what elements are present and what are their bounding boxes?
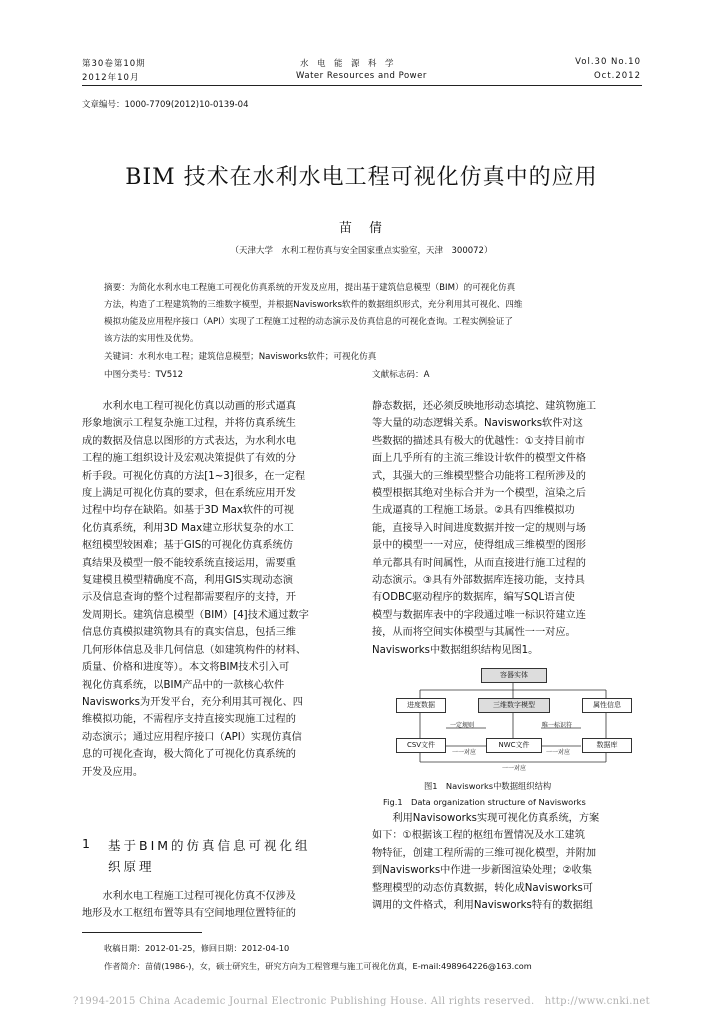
journal-month: Oct.2012 xyxy=(593,71,641,81)
paragraph-line: Navisworks为开发平台，充分利用其可视化、四 xyxy=(82,696,303,708)
figure-link-bottom: 一一对应 xyxy=(502,765,527,772)
paragraph-line: 面上几乎所有的主流三维设计软件的模型文件格 xyxy=(372,453,586,465)
paragraph-line: 析手段。可视化仿真的方法[1~3]很多，在一定程 xyxy=(82,470,306,482)
paragraph-line: 动态演示。③具有外部数据库连接功能，支持具 xyxy=(372,575,585,587)
right-column-body xyxy=(372,398,644,659)
abstract-line: 方法，构造了工程建筑物的三维数字模型，并根据Navisworks软件的数据组织形式，充分利用其可视化、四维 xyxy=(104,300,523,310)
paragraph-line: 静态数据，还必须反映地形动态填挖、建筑物施工 xyxy=(372,401,597,412)
journal-name-en: Water Resources and Power xyxy=(296,71,427,81)
classification-code: 中图分类号：TV512 xyxy=(104,370,184,380)
figure-box-schedule: 进度数据 xyxy=(396,698,446,713)
figure-box-3d-model: 三维数字模型 xyxy=(478,698,550,713)
paragraph-line: 整理模型的动态仿真数据，转化成Navisworks可 xyxy=(372,882,593,894)
figure-box-container: 容器实体 xyxy=(481,668,547,683)
paragraph-line: 息的可视化查询，极大简化了可视化仿真系统的 xyxy=(82,749,296,761)
paragraph-line: 生成逼真的工程施工场景。②具有四维模拟功 xyxy=(372,505,575,517)
paragraph-line: 等大量的动态逻辑关系。Navisworks软件对这 xyxy=(372,418,583,430)
paragraph-line: 模型与数据库表中的字段通过唯一标识符建立连 xyxy=(372,609,586,621)
author-affiliation: （天津大学 水利工程仿真与安全国家重点实验室，天津 300072） xyxy=(230,246,493,256)
paragraph-line: 如下：①根据该工程的枢纽布置情况及水工建筑 xyxy=(372,830,585,842)
paragraph-line: 几何形体信息及非几何信息（如建筑构件的材料、 xyxy=(82,644,307,656)
journal-date: 2012年10月 xyxy=(82,73,140,83)
figure-box-nwc: NWC文件 xyxy=(486,738,542,753)
figure-box-database: 数据库 xyxy=(582,738,632,753)
paragraph-line: 维模拟功能，不需程序支持直接实现施工过程的 xyxy=(82,714,296,726)
page-title: BIM 技术在水利水电工程可视化仿真中的应用 xyxy=(125,165,598,190)
figure-1 xyxy=(396,668,631,770)
paragraph-line: 模型根据其绝对坐标合并为一个模型，渲染之后 xyxy=(372,488,586,500)
figure-box-csv: CSV文件 xyxy=(396,738,446,753)
keywords: 关键词：水利水电工程；建筑信息模型；Navisworks软件；可视化仿真 xyxy=(104,352,377,362)
paragraph-line: 动态演示；通过应用程序接口（API）实现仿真信 xyxy=(82,731,302,743)
figure-caption-en: Fig.1 Data organization structure of Navisworks xyxy=(383,797,586,807)
figure-link-one-to-one-2: 一一对应 xyxy=(546,749,571,756)
paragraph-line: 开发及应用。 xyxy=(82,766,144,778)
paragraph-line: 成的数据及信息以图形的方式表达，为水利水电 xyxy=(82,435,296,447)
paragraph-line: 单元都具有时间属性，从而直接进行施工过程的 xyxy=(372,557,586,569)
journal-volume: Vol.30 No.10 xyxy=(575,57,641,67)
right-column-body-after xyxy=(372,810,644,914)
cnki-watermark: ?1994-2015 China Academic Journal Electronic Publishing House. All rights reserved. http://www.cnki.net xyxy=(73,996,650,1007)
paragraph-line: Navisworks中数据组织结构见图1。 xyxy=(372,644,539,656)
received-date: 收稿日期：2012-01-25，修回日期：2012-04-10 xyxy=(104,943,290,953)
abstract-line: 该方法的实用性及优势。 xyxy=(104,334,199,344)
left-column-body xyxy=(82,398,354,781)
paragraph-line: 化仿真系统，利用3D Max建立形状复杂的水工 xyxy=(82,522,294,534)
abstract-line: 摘要：为简化水利水电工程施工可视化仿真系统的开发及应用，提出基于建筑信息模型（BIM）的可视化仿真 xyxy=(104,283,516,293)
paragraph-line: 到Navisworks中作进一步新图渲染处理；②收集 xyxy=(372,865,592,877)
paragraph-line: 能，直接导入时间进度数据并按一定的规则与场 xyxy=(372,522,586,534)
paragraph-line: 示及信息查询的整个过程都需要程序的支持，开 xyxy=(82,592,296,604)
figure-connectors xyxy=(396,668,631,770)
abstract-line: 模拟功能及应用程序接口（API）实现了工程施工过程的动态演示及仿真信息的可视化查询。工程实例验证了 xyxy=(104,317,513,327)
section-title-cont: 织原理 xyxy=(108,859,155,874)
document-code: 文献标志码：A xyxy=(372,370,430,380)
paragraph-line: 过程中均存在缺陷。如基于3D Max软件的可视 xyxy=(82,505,294,517)
figure-caption-cn: 图1 Navisworks中数据组织结构 xyxy=(424,781,552,791)
paragraph-line: 水利水电工程施工过程可视化仿真不仅涉及 xyxy=(102,891,296,902)
figure-box-attributes: 属性信息 xyxy=(582,698,632,713)
paragraph-line: 质量、价格和进度等）。本文将BIM技术引入可 xyxy=(82,662,290,674)
section-title: 基于BIM的仿真信息可视化组 xyxy=(108,838,311,853)
paragraph-line: 复建模且模型精确度不高，利用GIS实现动态演 xyxy=(82,575,293,587)
author-bio: 作者简介：苗倩(1986-)，女，硕士研究生，研究方向为工程管理与施工可视化仿真，E-mail:498964226@163.com xyxy=(104,961,532,971)
paragraph-line: 地形及水工枢纽布置等具有空间地理位置特征的 xyxy=(82,908,296,920)
article-number: 文章编号：1000-7709(2012)10-0139-04 xyxy=(82,100,249,110)
paragraph-line: 式，其强大的三维模型整合功能将工程所涉及的 xyxy=(372,470,586,482)
paragraph-line: 物特征，创建工程所需的三维可视化模型，并附加 xyxy=(372,847,597,859)
journal-name-cn: 水 电 能 源 科 学 xyxy=(300,59,394,69)
paragraph-line: 枢纽模型较困难；基于GIS的可视化仿真系统仿 xyxy=(82,540,293,552)
journal-issue: 第30卷第10期 xyxy=(82,59,146,69)
paragraph-line: 真结果及模型一般不能较系统直接运用，需要重 xyxy=(82,557,296,569)
figure-link-unique-id: 唯一标识符 xyxy=(542,722,573,729)
paragraph-line: 视化仿真系统，以BIM产品中的一款核心软件 xyxy=(82,679,285,691)
left-column-body-after xyxy=(82,888,354,923)
header-rule xyxy=(82,85,642,86)
paragraph-line: 调用的文件格式，利用Navisworks特有的数据组 xyxy=(372,900,593,912)
figure-link-one-to-one: 一一对应 xyxy=(452,749,477,756)
paragraph-line: 利用Navisoworks实现可视化仿真系统，方案 xyxy=(392,813,600,824)
section-number: 1 xyxy=(82,836,93,851)
footnote-rule xyxy=(82,932,202,933)
paragraph-line: 接，从而将空间实体模型与其属性一一对应。 xyxy=(372,627,576,639)
paragraph-line: 发周期长。建筑信息模型（BIM）[4]技术通过数字 xyxy=(82,609,309,621)
paragraph-line: 信息仿真模拟建筑物具有的真实信息，包括三维 xyxy=(82,627,296,639)
paragraph-line: 形象地演示工程复杂施工过程，并将仿真系统生 xyxy=(82,418,296,430)
paragraph-line: 有ODBC驱动程序的数据库，编写SQL语言使 xyxy=(372,592,575,604)
paragraph-line: 度上满足可视化仿真的要求，但在系统应用开发 xyxy=(82,488,296,500)
paragraph-line: 水利水电工程可视化仿真以动画的形式逼真 xyxy=(102,401,296,412)
figure-link-rule: 一定规则 xyxy=(450,722,475,729)
paragraph-line: 工程的施工组织设计及宏观决策提供了有效的分 xyxy=(82,453,296,465)
paragraph-line: 些数据的描述具有极大的优越性：①支持目前市 xyxy=(372,435,585,447)
paragraph-line: 景中的模型一一对应，使得组成三维模型的图形 xyxy=(372,540,586,552)
author-name: 苗 倩 xyxy=(338,221,384,236)
